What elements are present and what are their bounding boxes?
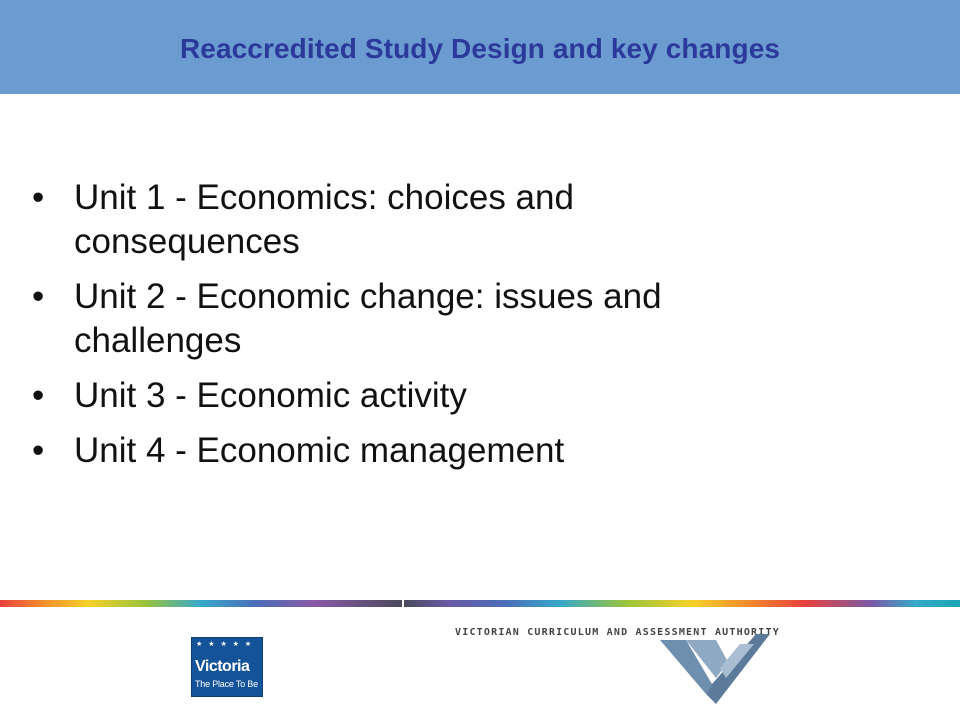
bullet-text-line: Unit 4 - Economic management	[74, 431, 565, 470]
bullet-item-unit-3	[32, 374, 932, 418]
victoria-logo-word: Victoria	[195, 658, 250, 675]
bullet-item-unit-2	[32, 275, 932, 363]
bullet-text-line: consequences	[74, 222, 300, 261]
bullet-icon: •	[32, 178, 45, 217]
bullet-icon: •	[32, 376, 45, 415]
bullet-text-line: challenges	[74, 321, 242, 360]
bullet-text-line: Unit 1 - Economics: choices and	[74, 178, 574, 217]
authority-name: VICTORIAN CURRICULUM AND ASSESSMENT AUTHORITY	[455, 627, 780, 638]
bullet-icon: •	[32, 431, 45, 470]
victoria-logo-tagline: The Place To Be	[195, 679, 258, 689]
stars-icon: ★ ★ ★ ★ ★	[196, 641, 254, 648]
bullet-list	[32, 176, 932, 484]
bullet-icon: •	[32, 277, 45, 316]
slide-title: Reaccredited Study Design and key changes	[179, 33, 781, 64]
victoria-logo	[191, 637, 263, 697]
vcaa-chevron-icon	[660, 628, 772, 704]
bullet-text-line: Unit 3 - Economic activity	[74, 376, 467, 415]
slide-header	[0, 0, 960, 94]
rainbow-divider-right	[404, 600, 960, 607]
rainbow-divider-left	[0, 600, 402, 607]
bullet-item-unit-4	[32, 429, 932, 473]
bullet-item-unit-1	[32, 176, 932, 264]
bullet-text-line: Unit 2 - Economic change: issues and	[74, 277, 662, 316]
